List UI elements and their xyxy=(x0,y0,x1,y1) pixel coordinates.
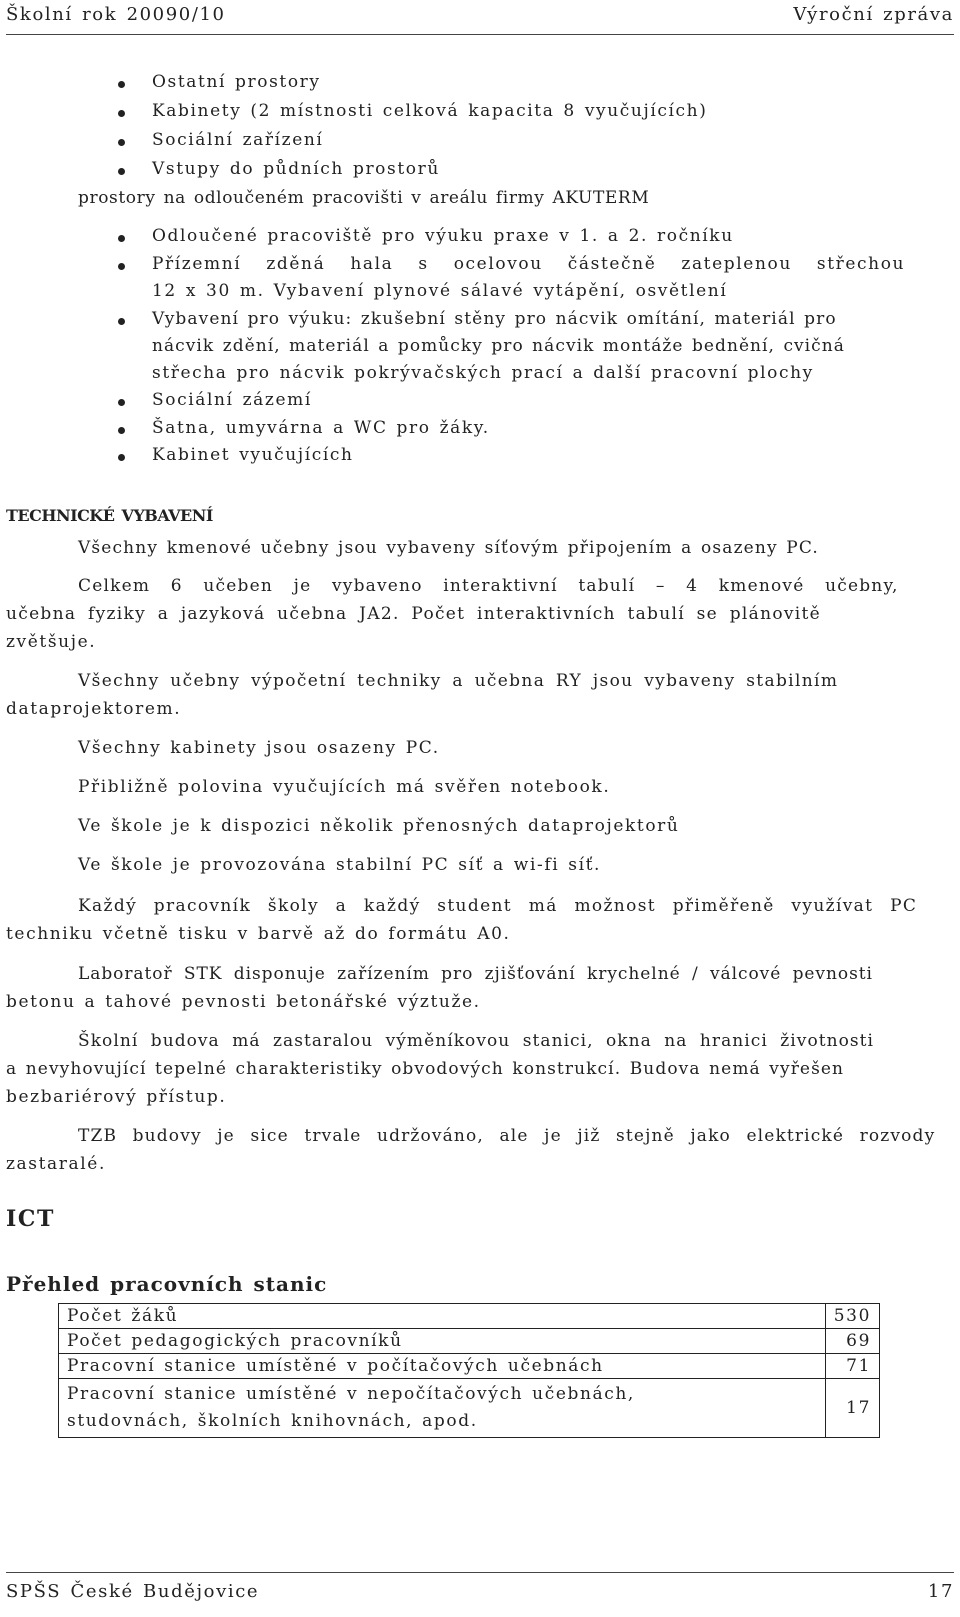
page-number: 17 xyxy=(927,1581,954,1602)
list-item-continuation: 12 x 30 m. Vybavení plynové sálavé vytápění, osvětlení xyxy=(152,281,728,301)
paragraph: Ve škole je k dispozici několik přenosných dataprojektorů xyxy=(78,816,680,836)
list-item: Přízemní zděná hala s ocelovou částečně zateplenou střechou xyxy=(152,254,906,274)
school-name: SPŠS České Budějovice xyxy=(6,1581,260,1602)
page-footer xyxy=(6,1572,954,1613)
school-year-label: Školní rok 20090/10 xyxy=(6,4,226,25)
paragraph-continuation: dataprojektorem. xyxy=(6,699,182,719)
page-header xyxy=(6,0,954,35)
list-item: Ostatní prostory xyxy=(152,72,321,92)
technical-equipment-heading: TECHNICKÉ VYBAVENÍ xyxy=(6,506,213,525)
paragraph-continuation: techniku včetně tisku v barvě až do formátu A0. xyxy=(6,924,511,944)
table-cell-label xyxy=(59,1379,826,1438)
report-title: Výroční zpráva xyxy=(793,4,954,25)
workstations-table xyxy=(58,1303,880,1438)
paragraph: Všechny učebny výpočetní techniky a učebna RY jsou vybaveny stabilním xyxy=(78,671,839,691)
table-cell-value: 71 xyxy=(825,1354,879,1379)
workstations-overview-heading: Přehled pracovních stanic xyxy=(6,1272,328,1296)
paragraph: Celkem 6 učeben je vybaveno interaktivní tabulí – 4 kmenové učebny, xyxy=(78,576,899,596)
table-row xyxy=(59,1354,880,1379)
paragraph: Ve škole je provozována stabilní PC síť a wi-fi síť. xyxy=(78,855,602,875)
list-item: Kabinety (2 místnosti celková kapacita 8 vyučujících) xyxy=(152,101,708,121)
list-item: Sociální zařízení xyxy=(152,130,324,150)
list-item: Odloučené pracoviště pro výuku praxe v 1. a 2. ročníku xyxy=(152,226,734,246)
table-row xyxy=(59,1304,880,1329)
table-row xyxy=(59,1329,880,1354)
list-item: Šatna, umyvárna a WC pro žáky. xyxy=(152,418,490,438)
list-item: Sociální zázemí xyxy=(152,390,312,410)
table-cell-value: 530 xyxy=(825,1304,879,1329)
paragraph-continuation: zvětšuje. xyxy=(6,632,97,652)
table-cell-label-line: Pracovní stanice umístěné v nepočítačových učebnách, xyxy=(67,1384,635,1404)
list-item-continuation: nácvik zdění, materiál a pomůcky pro nácvik montáže bednění, cvičná xyxy=(152,336,845,356)
table-cell-label: Počet pedagogických pracovníků xyxy=(59,1329,826,1354)
table-row xyxy=(59,1379,880,1438)
paragraph: TZB budovy je sice trvale udržováno, ale je již stejně jako elektrické rozvody xyxy=(78,1126,936,1146)
paragraph-continuation: a nevyhovující tepelné charakteristiky obvodových konstrukcí. Budova nemá vyřešen xyxy=(6,1059,845,1079)
table-cell-label: Pracovní stanice umístěné v počítačových učebnách xyxy=(59,1354,826,1379)
paragraph-continuation: učebna fyziky a jazyková učebna JA2. Počet interaktivních tabulí se plánovitě xyxy=(6,604,822,624)
table-cell-label: Počet žáků xyxy=(59,1304,826,1329)
paragraph: Každý pracovník školy a každý student má možnost přiměřeně využívat PC xyxy=(78,896,918,916)
list-item: Vybavení pro výuku: zkušební stěny pro nácvik omítání, materiál pro xyxy=(152,309,837,329)
list-item-continuation: střecha pro nácvik pokrývačských prací a další pracovní plochy xyxy=(152,363,814,383)
list-item: Kabinet vyučujících xyxy=(152,445,354,465)
remote-site-heading: prostory na odloučeném pracovišti v areálu firmy AKUTERM xyxy=(78,188,650,208)
paragraph-continuation: zastaralé. xyxy=(6,1154,106,1174)
paragraph: Přibližně polovina vyučujících má svěřen notebook. xyxy=(78,777,611,797)
paragraph-continuation: bezbariérový přístup. xyxy=(6,1087,227,1107)
ict-heading: ICT xyxy=(6,1206,55,1232)
paragraph-continuation: betonu a tahové pevnosti betonářské výztuže. xyxy=(6,992,481,1012)
paragraph: Všechny kmenové učebny jsou vybaveny síťovým připojením a osazeny PC. xyxy=(78,538,819,558)
table-cell-value: 69 xyxy=(825,1329,879,1354)
table-cell-value: 17 xyxy=(825,1379,879,1438)
list-item: Vstupy do půdních prostorů xyxy=(152,159,440,179)
table-cell-label-line: studovnách, školních knihovnách, apod. xyxy=(67,1411,478,1431)
paragraph: Všechny kabinety jsou osazeny PC. xyxy=(78,738,440,758)
paragraph: Laboratoř STK disponuje zařízením pro zjišťování krychelné / válcové pevnosti xyxy=(78,964,873,984)
paragraph: Školní budova má zastaralou výměníkovou stanici, okna na hranici životnosti xyxy=(78,1031,875,1051)
